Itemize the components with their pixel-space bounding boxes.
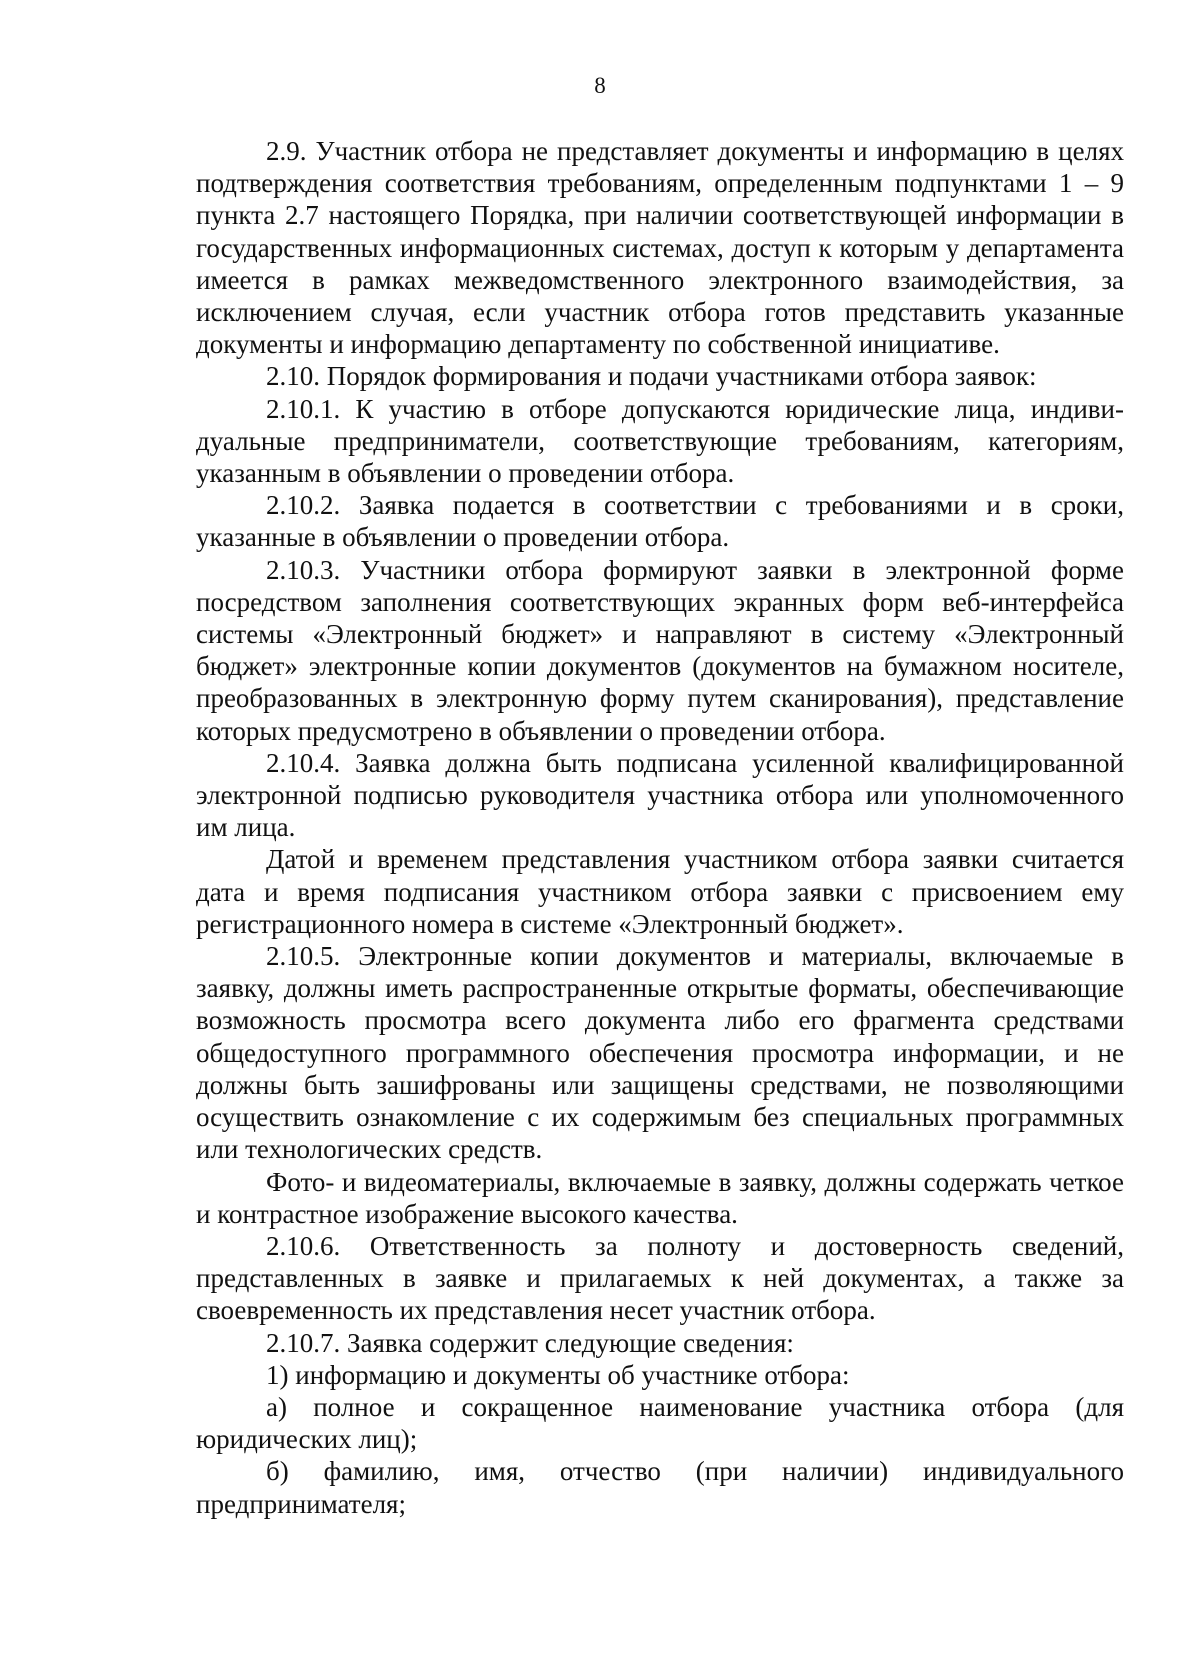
list-item-b: б) фамилию, имя, отчество (при наличии) индивидуального предпринимателя; bbox=[196, 1456, 1124, 1519]
paragraph-2-10-5: 2.10.5. Электронные копии документов и материалы, включаемые в заявку, должны иметь распространенные открытые форматы, обеспечивающие возможность просмотра всего документа либо его фрагмента средствами общедоступного программного обеспечения просмотра информации, и не должны быть зашифрованы или защищены средствами, не позволяющими осуществить ознакомление с их содержимым без специальных программных или технологических средств. bbox=[196, 941, 1124, 1165]
paragraph-2-10-7: 2.10.7. Заявка содержит следующие сведения: bbox=[266, 1327, 794, 1358]
list-item-1: 1) информацию и документы об участнике отбора: bbox=[266, 1359, 850, 1390]
paragraph-2-10-4: 2.10.4. Заявка должна быть подписана усиленной квалифицированной электронной подписью руководителя участника отбора или уполномоченного им лица. bbox=[196, 747, 1124, 843]
paragraph-photo-video: Фото- и видеоматериалы, включаемые в заявку, должны содержать четкое и контрастное изображение высокого качества. bbox=[196, 1166, 1124, 1229]
paragraph-2-10-6: 2.10.6. Ответственность за полноту и достоверность сведений, представленных в заявке и прилагаемых к ней документах, а также за своевременность их представления несет участник отбора. bbox=[196, 1230, 1124, 1326]
page-number: 8 bbox=[594, 73, 606, 98]
paragraph-2-10-1: 2.10.1. К участию в отборе допускаются юридические лица, индивидуальные предприниматели, соответствующие требованиям, категориям, указанным в объявлении о проведении отбора. bbox=[196, 393, 1124, 489]
paragraph-2-10-2: 2.10.2. Заявка подается в соответствии с требованиями и в сроки, указанные в объявлении о проведении отбора. bbox=[196, 490, 1124, 553]
paragraph-2-10: 2.10. Порядок формирования и подачи участниками отбора заявок: bbox=[266, 361, 1037, 392]
list-item-a: а) полное и сокращенное наименование участника отбора (для юридических лиц); bbox=[196, 1391, 1124, 1455]
paragraph-submission-date: Датой и временем представления участником отбора заявки считается дата и время подписания участником отбора заявки с присвоением ему регистрационного номера в системе «Электронный бюджет». bbox=[196, 844, 1124, 939]
paragraph-2-9: 2.9. Участник отбора не представляет документы и информацию в целях подтверждения соответствия требованиям, определенным подпунктами 1 – 9 пункта 2.7 настоящего Порядка, при наличии соответствующей информации в государственных информационных системах, доступ к которым у департамента имеется в рамках межведомственного электронного взаимодействия, за исключением случая, если участник отбора готов представить указанные документы и информацию департаменту по собственной инициативе. bbox=[196, 136, 1124, 360]
document-body bbox=[196, 135, 1124, 1520]
paragraph-2-10-3: 2.10.3. Участники отбора формируют заявки в электронной форме посредством заполнения соответствующих экранных форм веб-интерфейса системы «Электронный бюджет» и направляют в систему «Электронный бюджет» электронные копии документов (документов на бумажном носителе, преобразованных в электронную форму путем сканирования), представление которых предусмотрено в объявлении о проведении отбора. bbox=[196, 554, 1124, 746]
